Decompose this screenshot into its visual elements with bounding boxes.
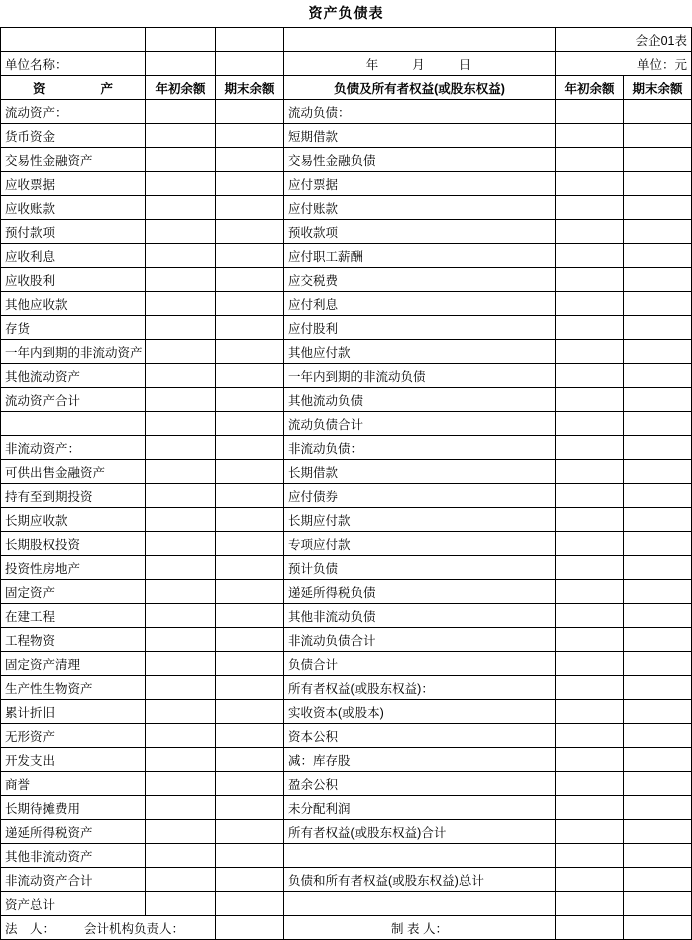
liability-item-label: 未分配利润 <box>284 796 556 820</box>
liability-end-value[interactable] <box>624 388 692 412</box>
liability-begin-value[interactable] <box>556 292 624 316</box>
asset-begin-value[interactable] <box>146 700 216 724</box>
accounting-head-text: 会计机构负责人： <box>83 921 184 936</box>
asset-item-label: 存货 <box>1 316 146 340</box>
asset-begin-value[interactable] <box>146 508 216 532</box>
asset-begin-value[interactable] <box>146 100 216 124</box>
asset-end-value[interactable] <box>216 676 284 700</box>
asset-end-value[interactable] <box>216 700 284 724</box>
liability-begin-value[interactable] <box>556 652 624 676</box>
table-row <box>1 796 692 820</box>
liability-begin-value[interactable] <box>556 604 624 628</box>
liability-end-value[interactable] <box>624 316 692 340</box>
liability-end-value[interactable] <box>624 220 692 244</box>
asset-end-value[interactable] <box>216 364 284 388</box>
header-assets-begin: 年初余额 <box>146 76 216 100</box>
liability-end-value[interactable] <box>624 244 692 268</box>
table-row <box>1 484 692 508</box>
liability-end-value[interactable] <box>624 172 692 196</box>
liability-item-label: 递延所得税负债 <box>284 580 556 604</box>
signature-blank-2 <box>556 916 624 940</box>
liability-item-label: 专项应付款 <box>284 532 556 556</box>
liability-item-label: 一年内到期的非流动负债 <box>284 364 556 388</box>
liability-begin-value[interactable] <box>556 676 624 700</box>
liability-begin-value[interactable] <box>556 532 624 556</box>
meta-blank-1 <box>146 52 216 76</box>
asset-end-value[interactable] <box>216 820 284 844</box>
table-row <box>1 580 692 604</box>
liability-begin-value[interactable] <box>556 412 624 436</box>
liability-end-value[interactable] <box>624 628 692 652</box>
asset-end-value[interactable] <box>216 844 284 868</box>
liability-begin-value[interactable] <box>556 628 624 652</box>
liability-end-value[interactable] <box>624 268 692 292</box>
table-row <box>1 292 692 316</box>
liability-item-label: 应交税费 <box>284 268 556 292</box>
table-row <box>1 124 692 148</box>
asset-end-value[interactable] <box>216 508 284 532</box>
liability-begin-value[interactable] <box>556 796 624 820</box>
signature-row <box>1 916 692 940</box>
asset-end-value[interactable] <box>216 796 284 820</box>
asset-item-label: 长期待摊费用 <box>1 796 146 820</box>
asset-item-label: 开发支出 <box>1 748 146 772</box>
liability-end-value[interactable] <box>624 556 692 580</box>
liability-item-label: 盈余公积 <box>284 772 556 796</box>
liability-begin-value[interactable] <box>556 316 624 340</box>
asset-item-label <box>1 412 146 436</box>
asset-begin-value[interactable] <box>146 292 216 316</box>
liability-end-value[interactable] <box>624 484 692 508</box>
preparer-label: 制 表 人： <box>284 916 556 940</box>
asset-begin-value[interactable] <box>146 364 216 388</box>
asset-item-label: 无形资产 <box>1 724 146 748</box>
liability-item-label: 流动负债合计 <box>284 412 556 436</box>
asset-item-label: 应收股利 <box>1 268 146 292</box>
asset-begin-value[interactable] <box>146 340 216 364</box>
meta-row <box>1 52 692 76</box>
liability-begin-value[interactable] <box>556 844 624 868</box>
liability-end-value[interactable] <box>624 508 692 532</box>
form-code-blank-4 <box>284 28 556 52</box>
asset-end-value[interactable] <box>216 268 284 292</box>
asset-item-label: 资产总计 <box>1 892 146 916</box>
asset-item-label: 交易性金融资产 <box>1 148 146 172</box>
asset-begin-value[interactable] <box>146 148 216 172</box>
asset-begin-value[interactable] <box>146 316 216 340</box>
liability-end-value[interactable] <box>624 100 692 124</box>
asset-end-value[interactable] <box>216 604 284 628</box>
liability-begin-value[interactable] <box>556 268 624 292</box>
liability-end-value[interactable] <box>624 772 692 796</box>
table-row <box>1 676 692 700</box>
liability-begin-value[interactable] <box>556 148 624 172</box>
asset-end-value[interactable] <box>216 124 284 148</box>
asset-item-label: 预付款项 <box>1 220 146 244</box>
asset-end-value[interactable] <box>216 460 284 484</box>
asset-item-label: 持有至到期投资 <box>1 484 146 508</box>
asset-begin-value[interactable] <box>146 436 216 460</box>
asset-end-value[interactable] <box>216 388 284 412</box>
signature-blank-3 <box>624 916 692 940</box>
asset-item-label: 递延所得税资产 <box>1 820 146 844</box>
asset-end-value[interactable] <box>216 652 284 676</box>
header-liab-end: 期末余额 <box>624 76 692 100</box>
table-row <box>1 748 692 772</box>
liability-begin-value[interactable] <box>556 244 624 268</box>
asset-item-label: 固定资产 <box>1 580 146 604</box>
liability-end-value[interactable] <box>624 748 692 772</box>
liability-begin-value[interactable] <box>556 100 624 124</box>
asset-begin-value[interactable] <box>146 556 216 580</box>
asset-item-label: 商誉 <box>1 772 146 796</box>
liability-item-label: 其他非流动负债 <box>284 604 556 628</box>
unit-name-label: 单位名称： <box>1 52 146 76</box>
liability-item-label: 负债和所有者权益(或股东权益)总计 <box>284 868 556 892</box>
asset-begin-value[interactable] <box>146 724 216 748</box>
liability-item-label: 应付股利 <box>284 316 556 340</box>
liability-item-label: 预计负债 <box>284 556 556 580</box>
table-row <box>1 700 692 724</box>
liability-item-label: 交易性金融负债 <box>284 148 556 172</box>
liability-end-value[interactable] <box>624 724 692 748</box>
liability-end-value[interactable] <box>624 844 692 868</box>
liability-end-value[interactable] <box>624 700 692 724</box>
asset-end-value[interactable] <box>216 412 284 436</box>
asset-begin-value[interactable] <box>146 652 216 676</box>
asset-item-label: 应收账款 <box>1 196 146 220</box>
asset-end-value[interactable] <box>216 748 284 772</box>
liability-end-value[interactable] <box>624 292 692 316</box>
asset-begin-value[interactable] <box>146 676 216 700</box>
asset-item-label: 流动资产： <box>1 100 146 124</box>
liability-begin-value[interactable] <box>556 172 624 196</box>
liability-item-label: 长期应付款 <box>284 508 556 532</box>
liability-end-value[interactable] <box>624 340 692 364</box>
table-row <box>1 556 692 580</box>
liability-begin-value[interactable] <box>556 748 624 772</box>
asset-end-value[interactable] <box>216 484 284 508</box>
liability-begin-value[interactable] <box>556 388 624 412</box>
asset-begin-value[interactable] <box>146 244 216 268</box>
liability-begin-value[interactable] <box>556 820 624 844</box>
asset-begin-value[interactable] <box>146 220 216 244</box>
liability-item-label: 其他流动负债 <box>284 388 556 412</box>
date-month: 月 <box>412 57 427 72</box>
liability-end-value[interactable] <box>624 676 692 700</box>
form-code: 会企01表 <box>556 28 692 52</box>
asset-end-value[interactable] <box>216 556 284 580</box>
table-row <box>1 844 692 868</box>
liability-begin-value[interactable] <box>556 220 624 244</box>
form-code-row <box>1 28 692 52</box>
table-row <box>1 100 692 124</box>
asset-item-label: 在建工程 <box>1 604 146 628</box>
liability-begin-value[interactable] <box>556 724 624 748</box>
asset-begin-value[interactable] <box>146 484 216 508</box>
table-row <box>1 316 692 340</box>
table-row <box>1 268 692 292</box>
liability-item-label: 应付职工薪酬 <box>284 244 556 268</box>
liability-begin-value[interactable] <box>556 124 624 148</box>
liability-item-label: 长期借款 <box>284 460 556 484</box>
asset-begin-value[interactable] <box>146 268 216 292</box>
asset-begin-value[interactable] <box>146 748 216 772</box>
asset-begin-value[interactable] <box>146 628 216 652</box>
table-row <box>1 724 692 748</box>
liability-begin-value[interactable] <box>556 364 624 388</box>
asset-end-value[interactable] <box>216 436 284 460</box>
liability-begin-value[interactable] <box>556 436 624 460</box>
liability-item-label: 应付账款 <box>284 196 556 220</box>
asset-item-label: 一年内到期的非流动资产 <box>1 340 146 364</box>
asset-end-value[interactable] <box>216 220 284 244</box>
liability-end-value[interactable] <box>624 652 692 676</box>
asset-end-value[interactable] <box>216 148 284 172</box>
asset-item-label: 其他应收款 <box>1 292 146 316</box>
table-row <box>1 628 692 652</box>
liability-end-value[interactable] <box>624 124 692 148</box>
asset-item-label: 长期应收款 <box>1 508 146 532</box>
asset-begin-value[interactable] <box>146 892 216 916</box>
liability-begin-value[interactable] <box>556 484 624 508</box>
signature-blank-1 <box>216 916 284 940</box>
liability-begin-value[interactable] <box>556 508 624 532</box>
header-liabilities: 负债及所有者权益(或股东权益) <box>284 76 556 100</box>
asset-end-value[interactable] <box>216 316 284 340</box>
asset-end-value[interactable] <box>216 292 284 316</box>
liability-end-value[interactable] <box>624 820 692 844</box>
asset-item-label: 其他非流动资产 <box>1 844 146 868</box>
header-assets-end: 期末余额 <box>216 76 284 100</box>
liability-begin-value[interactable] <box>556 892 624 916</box>
liability-begin-value[interactable] <box>556 340 624 364</box>
balance-sheet-table <box>0 27 692 940</box>
asset-begin-value[interactable] <box>146 820 216 844</box>
asset-item-label: 固定资产清理 <box>1 652 146 676</box>
table-row <box>1 820 692 844</box>
table-row <box>1 772 692 796</box>
asset-item-label: 非流动资产： <box>1 436 146 460</box>
liability-item-label: 负债合计 <box>284 652 556 676</box>
asset-begin-value[interactable] <box>146 532 216 556</box>
liability-item-label: 其他应付款 <box>284 340 556 364</box>
asset-item-label: 非流动资产合计 <box>1 868 146 892</box>
report-date <box>284 52 556 76</box>
table-row <box>1 196 692 220</box>
liability-begin-value[interactable] <box>556 196 624 220</box>
asset-begin-value[interactable] <box>146 844 216 868</box>
liability-end-value[interactable] <box>624 796 692 820</box>
asset-item-label: 可供出售金融资产 <box>1 460 146 484</box>
table-row <box>1 220 692 244</box>
form-code-blank-1 <box>1 28 146 52</box>
liability-begin-value[interactable] <box>556 580 624 604</box>
asset-item-label: 应收票据 <box>1 172 146 196</box>
asset-begin-value[interactable] <box>146 388 216 412</box>
liability-end-value[interactable] <box>624 412 692 436</box>
liability-item-label: 所有者权益(或股东权益)： <box>284 676 556 700</box>
table-row <box>1 868 692 892</box>
column-header-row <box>1 76 692 100</box>
liability-item-label <box>284 892 556 916</box>
table-row <box>1 460 692 484</box>
liability-item-label: 资本公积 <box>284 724 556 748</box>
liability-item-label: 应付票据 <box>284 172 556 196</box>
asset-end-value[interactable] <box>216 772 284 796</box>
currency-unit: 单位：元 <box>556 52 692 76</box>
form-code-blank-2 <box>146 28 216 52</box>
liability-item-label: 预收款项 <box>284 220 556 244</box>
table-row <box>1 436 692 460</box>
asset-end-value[interactable] <box>216 868 284 892</box>
table-row <box>1 148 692 172</box>
liability-item-label: 非流动负债合计 <box>284 628 556 652</box>
asset-end-value[interactable] <box>216 100 284 124</box>
asset-begin-value[interactable] <box>146 604 216 628</box>
header-assets: 资 产 <box>1 76 146 100</box>
table-row <box>1 244 692 268</box>
asset-begin-value[interactable] <box>146 460 216 484</box>
liability-begin-value[interactable] <box>556 700 624 724</box>
date-year: 年 <box>365 57 381 72</box>
liability-begin-value[interactable] <box>556 556 624 580</box>
liability-item-label: 流动负债： <box>284 100 556 124</box>
asset-item-label: 累计折旧 <box>1 700 146 724</box>
liability-end-value[interactable] <box>624 196 692 220</box>
asset-begin-value[interactable] <box>146 196 216 220</box>
form-code-blank-3 <box>216 28 284 52</box>
date-day: 日 <box>458 57 474 72</box>
asset-end-value[interactable] <box>216 532 284 556</box>
table-row <box>1 172 692 196</box>
liability-end-value[interactable] <box>624 148 692 172</box>
liability-item-label: 非流动负债： <box>284 436 556 460</box>
asset-begin-value[interactable] <box>146 124 216 148</box>
asset-item-label: 投资性房地产 <box>1 556 146 580</box>
asset-item-label: 工程物资 <box>1 628 146 652</box>
liability-end-value[interactable] <box>624 436 692 460</box>
table-row <box>1 604 692 628</box>
asset-end-value[interactable] <box>216 340 284 364</box>
legal-person-label <box>1 916 216 940</box>
table-row <box>1 892 692 916</box>
table-row <box>1 364 692 388</box>
asset-item-label: 其他流动资产 <box>1 364 146 388</box>
asset-begin-value[interactable] <box>146 868 216 892</box>
table-row <box>1 508 692 532</box>
header-liab-begin: 年初余额 <box>556 76 624 100</box>
liability-end-value[interactable] <box>624 604 692 628</box>
table-row <box>1 532 692 556</box>
liability-end-value[interactable] <box>624 868 692 892</box>
asset-end-value[interactable] <box>216 724 284 748</box>
liability-item-label: 应付债券 <box>284 484 556 508</box>
asset-end-value[interactable] <box>216 580 284 604</box>
asset-begin-value[interactable] <box>146 172 216 196</box>
asset-end-value[interactable] <box>216 628 284 652</box>
asset-end-value[interactable] <box>216 244 284 268</box>
asset-item-label: 流动资产合计 <box>1 388 146 412</box>
liability-item-label: 短期借款 <box>284 124 556 148</box>
meta-blank-2 <box>216 52 284 76</box>
liability-item-label: 应付利息 <box>284 292 556 316</box>
liability-item-label: 所有者权益(或股东权益)合计 <box>284 820 556 844</box>
table-row <box>1 652 692 676</box>
liability-end-value[interactable] <box>624 532 692 556</box>
asset-begin-value[interactable] <box>146 772 216 796</box>
legal-person-text: 法 人： <box>5 921 56 936</box>
liability-end-value[interactable] <box>624 892 692 916</box>
asset-item-label: 货币资金 <box>1 124 146 148</box>
asset-end-value[interactable] <box>216 892 284 916</box>
asset-item-label: 生产性生物资产 <box>1 676 146 700</box>
liability-item-label <box>284 844 556 868</box>
liability-end-value[interactable] <box>624 580 692 604</box>
table-row <box>1 388 692 412</box>
asset-item-label: 长期股权投资 <box>1 532 146 556</box>
asset-begin-value[interactable] <box>146 580 216 604</box>
asset-end-value[interactable] <box>216 196 284 220</box>
asset-end-value[interactable] <box>216 172 284 196</box>
liability-begin-value[interactable] <box>556 460 624 484</box>
liability-begin-value[interactable] <box>556 868 624 892</box>
asset-begin-value[interactable] <box>146 796 216 820</box>
liability-item-label: 减：库存股 <box>284 748 556 772</box>
liability-begin-value[interactable] <box>556 772 624 796</box>
asset-begin-value[interactable] <box>146 412 216 436</box>
liability-item-label: 实收资本(或股本) <box>284 700 556 724</box>
liability-end-value[interactable] <box>624 364 692 388</box>
table-row <box>1 412 692 436</box>
page-title: 资产负债表 <box>308 5 384 21</box>
table-row <box>1 340 692 364</box>
liability-end-value[interactable] <box>624 460 692 484</box>
asset-item-label: 应收利息 <box>1 244 146 268</box>
